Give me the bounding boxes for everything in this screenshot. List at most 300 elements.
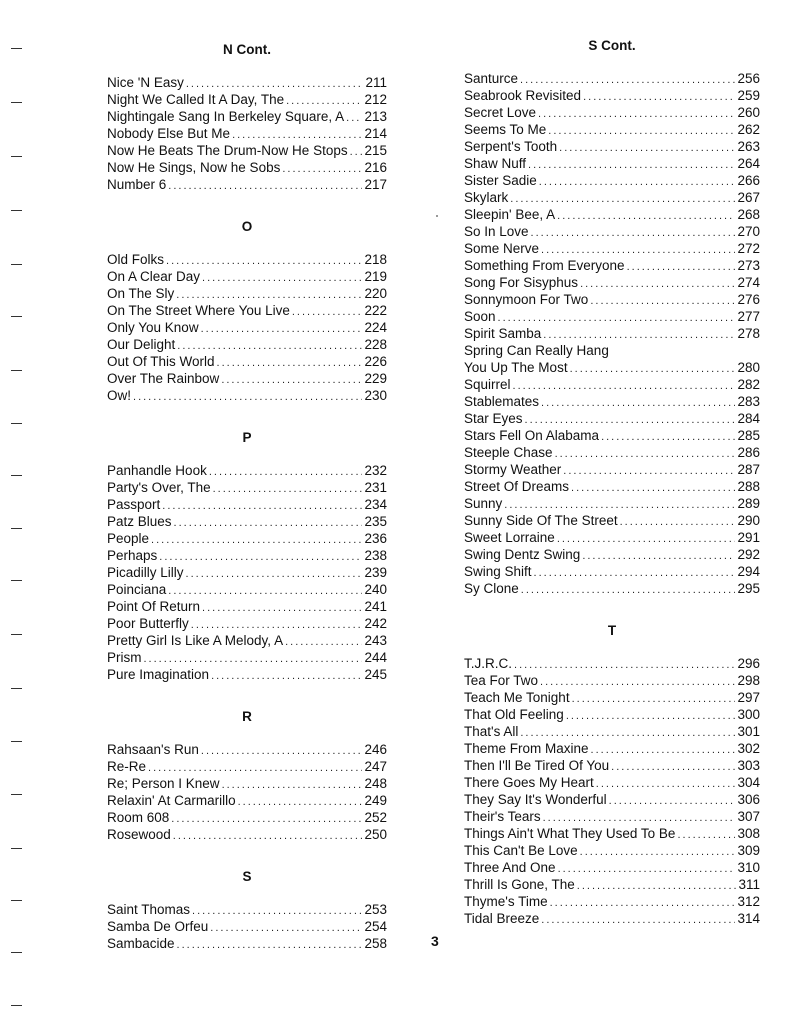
page-ref: 282 [737,377,760,392]
song-title: Theme From Maxine [464,741,589,756]
dot-leader [528,157,735,174]
index-entry [107,530,387,547]
page-ref: 291 [737,530,760,545]
song-title: On A Clear Day [107,269,201,284]
margin-tick [11,48,22,49]
margin-tick [11,528,22,529]
section-gap [107,404,387,428]
page-ref: 301 [737,724,760,739]
margin-tick [11,688,22,689]
page-ref: 232 [364,463,387,478]
dot-leader [582,548,735,565]
dot-leader [541,395,735,412]
index-entry [107,479,387,496]
margin-tick [11,634,22,635]
index-entry [107,387,387,404]
index-entry [464,580,760,597]
dot-leader [514,657,735,674]
dot-leader [558,861,736,878]
dot-leader [541,912,735,929]
index-entry [464,206,760,223]
index-entry [464,138,760,155]
page-ref: 242 [364,616,387,631]
index-entry [107,251,387,268]
page-ref: 314 [737,911,760,926]
song-title: Out Of This World [107,354,215,369]
song-title: Tea For Two [464,673,539,688]
page-ref: 263 [737,139,760,154]
page-ref: 228 [364,337,387,352]
song-title: Room 608 [107,810,170,825]
song-title: Saint Thomas [107,902,191,917]
index-entry [107,353,387,370]
page-ref: 286 [737,445,760,460]
page-ref: 250 [364,827,387,842]
page-ref: 306 [737,792,760,807]
dot-leader [580,276,735,293]
page-ref: 211 [365,75,387,90]
index-entry [107,615,387,632]
page-ref: 287 [737,462,760,477]
song-title: Point Of Return [107,599,201,614]
song-title: Thrill Is Gone, The [464,877,575,892]
song-title: Picadilly Lilly [107,565,184,580]
page-ref: 295 [737,581,760,596]
index-entry [464,308,760,325]
song-title: Sunny [464,496,503,511]
dot-leader [677,827,735,844]
song-title: Stormy Weather [464,462,562,477]
dot-leader [534,565,736,582]
dot-leader [209,464,363,481]
page-ref: 294 [737,564,760,579]
dot-leader [282,161,362,178]
page-ref: 258 [364,936,387,951]
song-title: That Old Feeling [464,707,564,722]
index-entry [107,758,387,775]
margin-tick [11,156,22,157]
song-title: Star Eyes [464,411,523,426]
margin-tick [11,102,22,103]
page-ref: 292 [737,547,760,562]
dot-leader [174,515,363,532]
page-ref: 278 [737,326,760,341]
index-entry [107,901,387,918]
index-entry [107,632,387,649]
page-ref: 267 [737,190,760,205]
section-gap [464,597,760,621]
index-entry [464,876,760,893]
song-title: Pure Imagination [107,667,210,682]
page-ref: 236 [364,531,387,546]
section-gap [107,683,387,707]
song-title: Perhaps [107,548,158,563]
index-entry [107,370,387,387]
index-entry [107,319,387,336]
song-title: You Up The Most [464,360,568,375]
song-title: This Can't Be Love [464,843,578,858]
song-title: Number 6 [107,177,167,192]
index-entry [107,108,387,125]
dot-leader [590,293,735,310]
index-entry [107,649,387,666]
index-entry [464,563,760,580]
song-title: Poinciana [107,582,167,597]
page-ref: 280 [737,360,760,375]
dot-leader [611,759,735,776]
index-entry [464,842,760,859]
dot-leader [151,532,362,549]
page-ref: 256 [737,71,760,86]
index-entry [107,285,387,302]
song-title: Over The Rainbow [107,371,220,386]
page-ref: 220 [364,286,387,301]
dot-leader [570,361,736,378]
heading-gap [107,448,387,462]
index-entry [464,495,760,512]
index-entry [107,159,387,176]
page-ref: 283 [737,394,760,409]
index-entry [464,359,760,376]
song-title: Old Folks [107,252,165,267]
page-ref: 249 [364,793,387,808]
song-title: Sweet Lorraine [464,530,555,545]
section-heading: N Cont. [223,42,271,57]
section-heading: T [607,623,617,638]
dot-leader [173,828,363,845]
song-title: Then I'll Be Tired Of You [464,758,610,773]
page-ref: 266 [737,173,760,188]
margin-tick [11,423,22,424]
index-entry [464,910,760,927]
song-title: Re-Re [107,759,147,774]
index-entry [464,410,760,427]
index-entry [464,689,760,706]
section-gap [107,193,387,217]
margin-tick [11,848,22,849]
margin-tick [11,952,22,953]
song-title: Patz Blues [107,514,172,529]
dot-leader [577,878,737,895]
dot-leader [350,144,363,161]
index-entry [464,393,760,410]
dot-leader [583,89,735,106]
page-ref: 290 [737,513,760,528]
dot-leader [572,691,736,708]
song-title: Something From Everyone [464,258,625,273]
song-title: On The Sly [107,286,175,301]
section-heading: P [242,430,252,445]
page-ref: 307 [737,809,760,824]
index-entry [464,189,760,206]
index-entry [107,462,387,479]
index-entry [107,792,387,809]
index-entry [107,496,387,513]
dot-leader [168,178,362,195]
margin-tick [11,370,22,371]
page-ref: 297 [737,690,760,705]
page-ref: 276 [737,292,760,307]
scan-speck [436,215,438,217]
heading-gap [107,887,387,901]
page-ref: 289 [737,496,760,511]
dot-leader [591,742,736,759]
page-ref: 268 [737,207,760,222]
page-ref: 311 [738,877,760,892]
margin-tick [11,1005,22,1006]
index-entry [107,918,387,935]
page-ref: 284 [737,411,760,426]
page-ref: 262 [737,122,760,137]
page-ref: 310 [737,860,760,875]
song-title: Night We Called It A Day, The [107,92,285,107]
page-ref: 254 [364,919,387,934]
dot-leader [171,811,362,828]
song-title: Shaw Nuff [464,156,527,171]
dot-leader [539,174,736,191]
dot-leader [210,920,362,937]
dot-leader [571,480,735,497]
song-title: Relaxin' At Carmarillo [107,793,236,808]
section-gap [107,843,387,867]
song-title: Sambacide [107,936,175,951]
song-title: Their's Tears [464,809,541,824]
song-title: Tidal Breeze [464,911,540,926]
page-ref: 312 [737,894,760,909]
page-ref: 222 [364,303,387,318]
dot-leader [627,259,736,276]
index-entry [464,104,760,121]
dot-leader [292,304,363,321]
dot-leader [596,776,736,793]
page-ref: 259 [737,88,760,103]
page-ref: 302 [737,741,760,756]
index-entry [464,70,760,87]
dot-leader [285,634,362,651]
dot-leader [559,140,735,157]
index-entry [464,512,760,529]
song-title: Now He Beats The Drum-Now He Stops [107,143,348,158]
dot-leader [548,123,735,140]
index-entry [464,427,760,444]
song-title: Now He Sings, Now he Sobs [107,160,281,175]
page-ref: 247 [364,759,387,774]
margin-tick [11,794,22,795]
index-entry [464,859,760,876]
song-title: Party's Over, The [107,480,211,495]
index-entry [464,478,760,495]
page-ref: 273 [737,258,760,273]
dot-leader [513,378,736,395]
index-entry [464,706,760,723]
dot-leader [159,549,362,566]
margin-tick [11,210,22,211]
song-title: Only You Know [107,320,199,335]
page-ref: 215 [364,143,387,158]
song-title: Prism [107,650,142,665]
heading-gap [464,56,760,70]
dot-leader [202,270,362,287]
index-entry [464,172,760,189]
page-ref: 217 [364,177,387,192]
index-entry [464,461,760,478]
index-entry [107,125,387,142]
song-title: Stablemates [464,394,540,409]
index-entry [107,826,387,843]
index-entry [107,775,387,792]
page-ref: 298 [737,673,760,688]
dot-leader [201,743,363,760]
section-heading: R [242,709,252,724]
dot-leader [202,600,362,617]
song-title: Our Delight [107,337,176,352]
index-entry [107,666,387,683]
heading-gap [107,60,387,74]
dot-leader [557,208,735,225]
song-title: Santurce [464,71,519,86]
index-entry [107,741,387,758]
dot-leader [177,937,363,954]
song-title: Thyme's Time [464,894,548,909]
song-title: Samba De Orfeu [107,919,209,934]
dot-leader [211,668,362,685]
page-number: 3 [431,933,439,949]
index-entry [107,935,387,952]
index-entry [464,808,760,825]
dot-leader [186,566,363,583]
dot-leader [609,793,736,810]
page-ref: 270 [737,224,760,239]
dot-leader [550,895,736,912]
index-entry [107,142,387,159]
song-title: Pretty Girl Is Like A Melody, A [107,633,284,648]
page-ref: 244 [364,650,387,665]
section-heading: S [242,869,252,884]
song-title: Nice 'N Easy [107,75,184,90]
song-title: Steeple Chase [464,445,553,460]
margin-tick [11,580,22,581]
page-ref: 243 [364,633,387,648]
song-title: Sunny Side Of The Street [464,513,618,528]
dot-leader [201,321,363,338]
dot-leader [580,844,736,861]
index-entry [464,155,760,172]
index-entry [464,87,760,104]
song-title: Seabrook Revisited [464,88,582,103]
song-title: Re; Person I Knew [107,776,220,791]
song-title: Rahsaan's Run [107,742,199,757]
song-title: Three And One [464,860,556,875]
song-title: Ow! [107,388,132,403]
index-entry [464,791,760,808]
page-ref: 224 [364,320,387,335]
page-ref: 253 [364,902,387,917]
dot-leader [217,355,363,372]
page-ref: 288 [737,479,760,494]
index-entry [464,655,760,672]
index-entry [107,91,387,108]
page-ref: 264 [737,156,760,171]
index-entry [464,376,760,393]
song-title: Stars Fell On Alabama [464,428,600,443]
dot-leader [162,498,362,515]
index-entry [464,223,760,240]
index-entry [464,723,760,740]
dot-leader [531,225,736,242]
index-entry [107,581,387,598]
index-entry [464,774,760,791]
page-ref: 260 [737,105,760,120]
song-title: Seems To Me [464,122,547,137]
page-ref: 219 [364,269,387,284]
section-heading: O [241,219,253,234]
song-title: Soon [464,309,496,324]
page-ref: 304 [737,775,760,790]
index-entry [107,598,387,615]
page-ref: 214 [364,126,387,141]
page-ref: 234 [364,497,387,512]
page-ref: 240 [364,582,387,597]
page-ref: 285 [737,428,760,443]
song-title: Nightingale Sang In Berkeley Square, A [107,109,345,124]
song-title: So In Love [464,224,529,239]
page-ref: 212 [364,92,387,107]
page-ref: 309 [737,843,760,858]
margin-tick [11,264,22,265]
index-entry [464,274,760,291]
left-column [107,40,387,952]
index-entry [464,757,760,774]
page-ref: 246 [364,742,387,757]
page-ref: 296 [737,656,760,671]
page-ref: 308 [737,826,760,841]
dot-leader [221,372,362,389]
page-ref: 235 [364,514,387,529]
dot-leader [133,389,362,406]
section-heading: S Cont. [588,38,636,53]
dot-leader [566,708,736,725]
heading-gap [107,727,387,741]
song-title: Skylark [464,190,509,205]
dot-leader [555,446,736,463]
page-ref: 216 [364,160,387,175]
song-title: Secret Love [464,105,537,120]
index-entry [464,546,760,563]
index-entry [464,121,760,138]
index-entry [464,444,760,461]
dot-leader [238,794,363,811]
dot-leader [346,110,362,127]
index-entry [464,825,760,842]
heading-gap [107,237,387,251]
page-ref: 245 [364,667,387,682]
index-entry [464,240,760,257]
dot-leader [538,106,735,123]
dot-leader [521,582,736,599]
margin-tick [11,475,22,476]
song-title: Nobody Else But Me [107,126,231,141]
index-entry [107,74,387,91]
song-title: They Say It's Wonderful [464,792,607,807]
song-title: Sonnymoon For Two [464,292,589,307]
index-entry [464,529,760,546]
page-ref: 226 [364,354,387,369]
page-ref: 218 [364,252,387,267]
song-title: Squirrel [464,377,511,392]
page-ref: 213 [364,109,387,124]
song-title: T.J.R.C. [464,656,513,671]
index-entry [107,302,387,319]
